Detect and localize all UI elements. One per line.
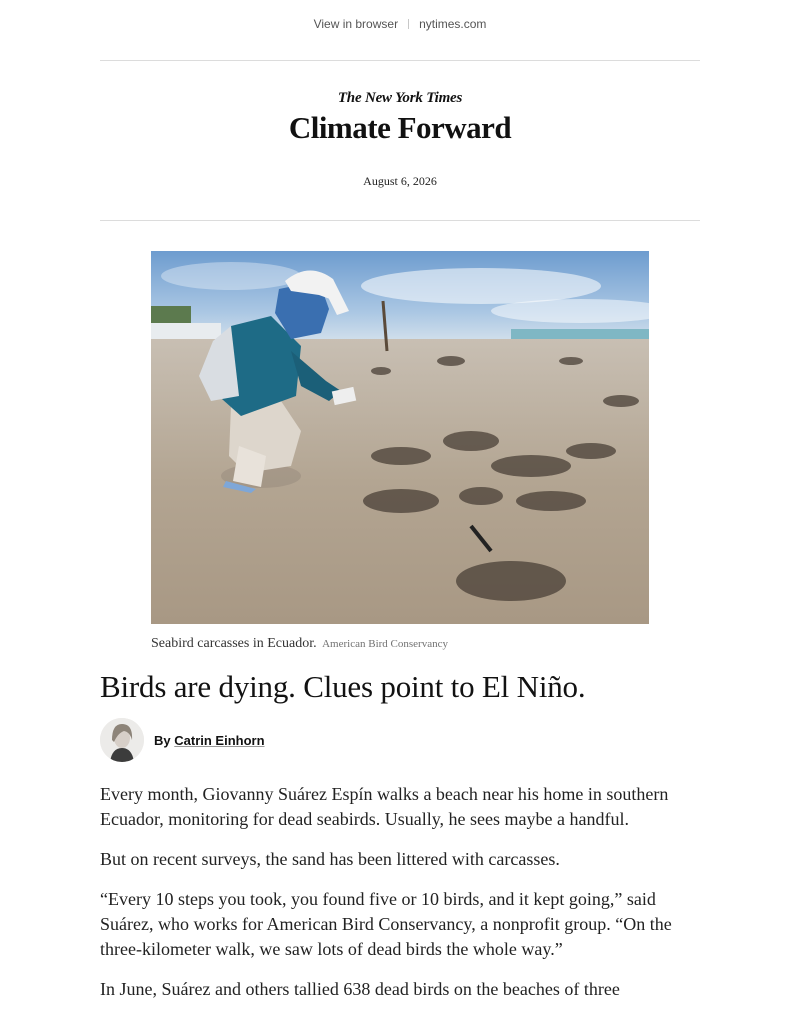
newsletter-title[interactable]: Climate Forward xyxy=(288,110,512,145)
author-avatar[interactable] xyxy=(100,718,144,762)
article-headline[interactable]: Birds are dying. Clues point to El Niño. xyxy=(100,669,586,704)
author-portrait xyxy=(100,718,144,762)
top-links xyxy=(0,17,800,31)
view-in-browser-link[interactable]: View in browser xyxy=(313,17,399,31)
nytimes-link[interactable]: nytimes.com xyxy=(419,17,487,31)
article-body xyxy=(100,782,700,1017)
paragraph-4: In June, Suárez and others tallied 638 dead birds on the beaches of three xyxy=(100,979,620,999)
lead-photo[interactable] xyxy=(151,251,649,624)
byline-prefix: By xyxy=(154,733,171,748)
byline xyxy=(100,718,500,764)
photo-credit: American Bird Conservancy xyxy=(322,638,448,650)
byline-text xyxy=(154,733,265,748)
top-divider xyxy=(100,60,700,61)
author-link[interactable]: Catrin Einhorn xyxy=(174,733,265,748)
masthead xyxy=(0,90,800,146)
paragraph-2: But on recent surveys, the sand has been littered with carcasses. xyxy=(100,849,560,869)
photo-caption xyxy=(151,636,671,652)
lead-photo-image xyxy=(151,251,649,624)
masthead-divider xyxy=(100,220,700,221)
paragraph-1: Every month, Giovanny Suárez Espín walks a beach near his home in southern Ecuador, monitoring for dead seabirds. Usually, he sees maybe a handful. xyxy=(100,784,669,829)
paragraph-3: “Every 10 steps you took, you found five or 10 birds, and it kept going,” said Suárez, who works for American Bird Conservancy, a nonprofit group. “On the three-kilometer walk, we saw lots of dead birds the whole way.” xyxy=(100,889,672,959)
nyt-logo[interactable]: The New York Times xyxy=(337,90,463,106)
link-separator xyxy=(408,19,409,29)
caption-text: Seabird carcasses in Ecuador. xyxy=(151,636,317,651)
issue-date: August 6, 2026 xyxy=(363,174,437,188)
top-bar xyxy=(0,0,800,50)
